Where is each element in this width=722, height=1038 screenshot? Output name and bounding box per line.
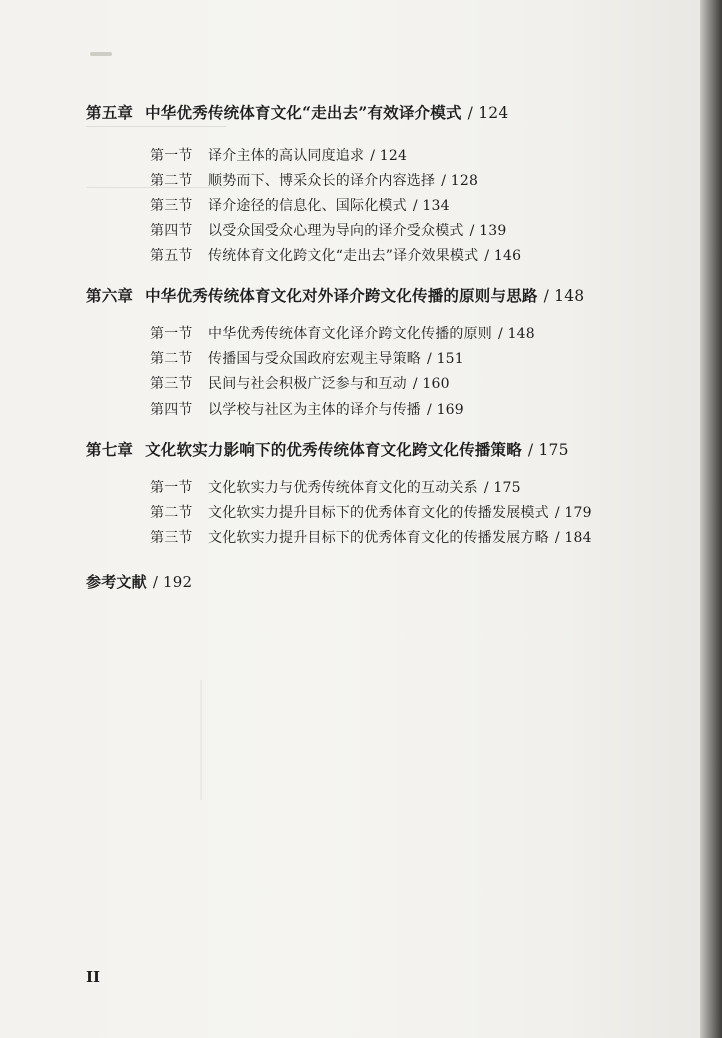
page-number: / 146 bbox=[484, 248, 522, 264]
references-title: 参考文献 bbox=[86, 573, 147, 591]
section-number: 第二节 bbox=[150, 505, 193, 521]
section-entry[interactable] bbox=[150, 195, 450, 215]
section-number: 第五节 bbox=[150, 248, 193, 264]
page-number: / 184 bbox=[554, 530, 592, 546]
page-number: / 175 bbox=[527, 441, 569, 459]
section-title: 传统体育文化跨文化“走出去”译介效果模式 bbox=[208, 248, 479, 264]
section-entry[interactable] bbox=[150, 220, 507, 240]
chapter-title: 中华优秀传统体育文化对外译介跨文化传播的原则与思路 bbox=[145, 286, 538, 305]
section-title: 以受众国受众心理为导向的译介受众模式 bbox=[208, 223, 464, 239]
chapter-number: 第五章 bbox=[86, 103, 134, 122]
section-title: 译介主体的高认同度追求 bbox=[208, 148, 365, 164]
chapter-heading[interactable] bbox=[86, 438, 569, 460]
section-entry[interactable] bbox=[150, 245, 521, 265]
section-title: 译介途径的信息化、国际化模式 bbox=[208, 198, 407, 214]
section-entry[interactable] bbox=[150, 323, 535, 343]
page-number: / 179 bbox=[554, 505, 592, 521]
page-number: / 192 bbox=[152, 573, 193, 591]
chapter-heading[interactable] bbox=[86, 284, 584, 306]
chapter-title: 文化软实力影响下的优秀传统体育文化跨文化传播策略 bbox=[145, 440, 522, 459]
section-title: 传播国与受众国政府宏观主导策略 bbox=[208, 351, 421, 367]
section-title: 文化软实力与优秀传统体育文化的互动关系 bbox=[208, 480, 478, 496]
page-number: / 139 bbox=[469, 223, 507, 239]
section-title: 文化软实力提升目标下的优秀体育文化的传播发展方略 bbox=[208, 530, 549, 546]
section-entry[interactable] bbox=[150, 477, 521, 497]
page-folio: II bbox=[86, 968, 101, 986]
page-number: / 169 bbox=[427, 402, 464, 418]
section-number: 第一节 bbox=[150, 480, 193, 496]
section-entry[interactable] bbox=[150, 373, 450, 393]
section-title: 顺势而下、博采众长的译介内容选择 bbox=[208, 173, 436, 189]
section-title: 民间与社会积极广泛参与和互动 bbox=[208, 376, 407, 392]
section-entry[interactable] bbox=[150, 399, 464, 419]
section-number: 第三节 bbox=[150, 530, 193, 546]
section-number: 第一节 bbox=[150, 326, 193, 342]
section-entry[interactable] bbox=[150, 348, 464, 368]
page-number: / 175 bbox=[483, 480, 521, 496]
page-edge-shadow bbox=[700, 0, 722, 1038]
page-number: / 160 bbox=[412, 376, 450, 392]
page-number: / 124 bbox=[370, 148, 408, 164]
page-number: / 124 bbox=[467, 104, 509, 122]
chapter-number: 第七章 bbox=[86, 440, 134, 459]
page-number: / 151 bbox=[427, 351, 464, 367]
section-entry[interactable] bbox=[150, 502, 592, 522]
section-number: 第四节 bbox=[150, 223, 193, 239]
chapter-title: 中华优秀传统体育文化“走出去”有效译介模式 bbox=[145, 103, 462, 122]
section-title: 中华优秀传统体育文化译介跨文化传播的原则 bbox=[208, 326, 492, 342]
section-entry[interactable] bbox=[150, 527, 592, 547]
section-number: 第二节 bbox=[150, 351, 193, 367]
section-entry[interactable] bbox=[150, 170, 478, 190]
section-entry[interactable] bbox=[150, 145, 407, 165]
page-number: / 128 bbox=[441, 173, 479, 189]
chapter-heading[interactable] bbox=[86, 101, 508, 123]
section-number: 第三节 bbox=[150, 376, 193, 392]
chapter-number: 第六章 bbox=[86, 286, 134, 305]
section-number: 第二节 bbox=[150, 173, 193, 189]
section-number: 第一节 bbox=[150, 148, 193, 164]
page-number: / 148 bbox=[543, 287, 585, 305]
section-title: 以学校与社区为主体的译介与传播 bbox=[208, 402, 421, 418]
section-number: 第三节 bbox=[150, 198, 193, 214]
page-number: / 148 bbox=[498, 326, 535, 342]
page-number: / 134 bbox=[412, 198, 450, 214]
section-number: 第四节 bbox=[150, 402, 193, 418]
references-entry[interactable] bbox=[86, 571, 192, 592]
section-title: 文化软实力提升目标下的优秀体育文化的传播发展模式 bbox=[208, 505, 549, 521]
